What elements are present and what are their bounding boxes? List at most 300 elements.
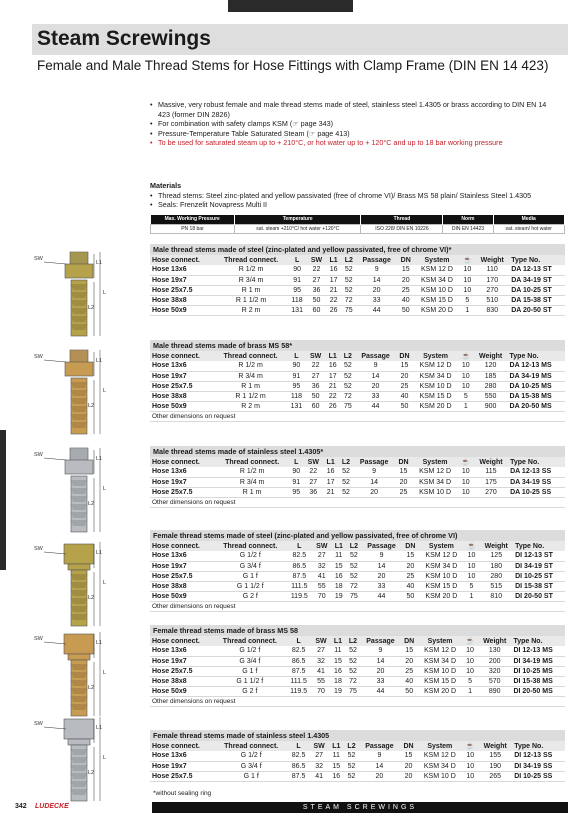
feature-item: • Massive, very robust female and male thread stems made of steel, stainless steel 1.4305 or brass according to DIN EN 14 423 (former DIN 2826) [150, 100, 560, 119]
spec-table [150, 215, 565, 234]
table-cell: 33 [355, 391, 395, 401]
column-header: Weight [475, 255, 509, 265]
table-row [150, 646, 565, 656]
table-cell: 55 [312, 581, 331, 591]
table-cell: 20 [400, 771, 418, 781]
table-cell: Hose 50x9 [150, 305, 215, 315]
table-cell: 14 [355, 371, 395, 381]
l2-label: L2 [88, 770, 95, 776]
column-header: Weight [478, 741, 512, 751]
table-row [150, 666, 565, 676]
table-cell: DA 12-13 MS [508, 361, 565, 371]
table-cell: KSM 34 D [418, 656, 462, 666]
table-row [150, 477, 565, 487]
thread-stem-illustration [30, 446, 140, 536]
table-cell: 40 [397, 295, 415, 305]
section-note: Other dimensions on request [150, 498, 565, 508]
thread-stem-icon [30, 250, 140, 340]
thread-stem-icon [30, 348, 140, 438]
table-cell: 15 [397, 265, 415, 275]
table-cell: 50 [397, 305, 415, 315]
column-header: Hose connect. [150, 741, 215, 751]
table-cell: 19 [330, 686, 345, 696]
table-cell: 185 [474, 371, 508, 381]
table-cell: 120 [474, 361, 508, 371]
column-header: DN [402, 541, 420, 551]
table-cell: KSM 12 D [418, 646, 462, 656]
table-cell: 75 [340, 401, 355, 411]
table-cell: 33 [356, 295, 397, 305]
table-cell: R 1/2 m [215, 265, 288, 275]
table-row [150, 295, 565, 305]
table-cell: 15 [402, 551, 420, 561]
table-cell: 21 [323, 487, 338, 497]
materials-item: • Thread stems: Steel zinc-plated and yellow passivated (free of chrome VI)/ Brass MS 58 plain/ Stainless Steel 1.4305 [150, 191, 560, 201]
column-header: Type No. [513, 541, 565, 551]
table-cell: 32 [310, 761, 329, 771]
table-cell: 52 [346, 561, 361, 571]
page-title: Steam Screwings [37, 27, 211, 50]
table-cell: R 1 1/2 m [214, 391, 286, 401]
column-header: L1 [329, 741, 344, 751]
column-header: SW [307, 255, 326, 265]
table-cell: 27 [310, 751, 329, 761]
column-header: L2 [338, 457, 353, 467]
table-cell: 26 [326, 305, 341, 315]
product-table [150, 541, 565, 602]
table-cell: R 3/4 m [215, 477, 288, 487]
footer-bar: STEAM SCREWINGS [152, 802, 568, 813]
table-cell: DI 12-13 SS [512, 751, 565, 761]
table-cell: Hose 13x6 [150, 551, 214, 561]
table-cell: R 2 m [214, 401, 286, 411]
table-cell: 21 [326, 285, 341, 295]
table-cell: DI 34-19 SS [512, 761, 565, 771]
table-cell: 170 [475, 275, 509, 285]
table-cell: 50 [307, 295, 326, 305]
table-cell: DA 10-25 SS [508, 487, 565, 497]
column-header: DN [400, 636, 417, 646]
table-cell: KSM 34 D [412, 477, 457, 487]
table-cell: 32 [312, 561, 331, 571]
table-cell: 17 [323, 477, 338, 487]
sw-label: SW [34, 452, 43, 458]
table-cell: DA 34-19 ST [509, 275, 565, 285]
table-cell: 44 [361, 591, 401, 601]
table-cell: 10 [458, 371, 474, 381]
table-cell: 16 [330, 666, 345, 676]
table-cell: KSM 20 D [418, 686, 462, 696]
table-cell: 9 [355, 361, 395, 371]
table-cell: 44 [360, 686, 400, 696]
table-cell: 20 [400, 656, 417, 666]
feature-warning: • To be used for saturated steam up to + 210°C, or hot water up to + 120°C and up to 18 bar working pressure [150, 138, 560, 148]
sw-label: SW [34, 721, 43, 727]
table-cell: 22 [307, 265, 326, 275]
table-cell: 72 [341, 295, 356, 305]
spec-value: sat. steam +210°C/ hot water +120°C [234, 224, 361, 233]
table-cell: Hose 19x7 [150, 761, 215, 771]
table-cell: 32 [312, 656, 331, 666]
table-row [150, 571, 565, 581]
table-cell: 40 [400, 676, 417, 686]
table-cell: DI 10-25 SS [512, 771, 565, 781]
column-header: L [289, 457, 304, 467]
table-cell: 27 [307, 275, 326, 285]
table-cell: Hose 25x7.5 [150, 666, 214, 676]
l-label: L [103, 580, 107, 586]
table-cell: 10 [459, 265, 475, 275]
table-cell: 5 [464, 581, 480, 591]
table-cell: 95 [289, 487, 304, 497]
table-cell: G 1 f [214, 666, 286, 676]
column-header: Weight [478, 636, 512, 646]
table-cell: Hose 25x7.5 [150, 285, 215, 295]
table-cell: 175 [474, 477, 508, 487]
column-header: System [415, 255, 460, 265]
table-cell: 9 [354, 467, 395, 477]
table-cell: R 1 m [215, 487, 288, 497]
table-cell: 280 [479, 571, 513, 581]
table-cell: 36 [307, 285, 326, 295]
table-cell: 60 [307, 305, 326, 315]
table-cell: DA 20-50 ST [509, 305, 565, 315]
table-cell: 86.5 [286, 561, 312, 571]
column-header: DN [397, 255, 415, 265]
thread-stem-illustration [30, 348, 140, 438]
l2-label: L2 [88, 685, 95, 691]
l1-label: L1 [96, 260, 103, 266]
column-header: DN [400, 741, 418, 751]
table-cell: 20 [396, 371, 414, 381]
l-label: L [103, 755, 107, 761]
table-cell: 10 [462, 751, 478, 761]
table-row [150, 591, 565, 601]
table-cell: 52 [340, 371, 355, 381]
column-header: L1 [331, 541, 346, 551]
table-cell: 25 [402, 571, 420, 581]
table-cell: G 1/2 f [214, 551, 286, 561]
table-cell: KSM 10 D [417, 771, 462, 781]
product-section [150, 625, 565, 707]
table-cell: KSM 34 D [413, 371, 458, 381]
table-cell: 1 [458, 401, 474, 411]
materials-block [150, 181, 560, 210]
column-header: ☕ [459, 255, 475, 265]
table-cell: 17 [326, 275, 341, 285]
table-cell: 15 [331, 561, 346, 571]
table-cell: 9 [356, 265, 397, 275]
feature-list [150, 100, 560, 148]
table-row [150, 305, 565, 315]
column-header: Hose connect. [150, 636, 214, 646]
section-note: Other dimensions on request [150, 602, 565, 612]
table-cell: R 1 1/2 m [215, 295, 288, 305]
table-row [150, 467, 565, 477]
table-cell: 890 [478, 686, 512, 696]
section-title: Male thread stems made of stainless steel 1.4305* [150, 446, 565, 457]
table-row [150, 487, 565, 497]
table-cell: 10 [464, 571, 480, 581]
column-header: ☕ [462, 741, 478, 751]
column-header: SW [312, 541, 331, 551]
product-table [150, 636, 565, 697]
table-cell: 19 [331, 591, 346, 601]
table-cell: 95 [287, 285, 307, 295]
table-cell: G 3/4 f [215, 761, 288, 771]
table-cell: 41 [310, 771, 329, 781]
table-cell: 72 [340, 391, 355, 401]
table-cell: 10 [459, 275, 475, 285]
materials-item: • Seals: Frenzelit Novapress Multi II [150, 200, 560, 210]
table-cell: 52 [345, 656, 360, 666]
column-header: Hose connect. [150, 255, 215, 265]
table-cell: 10 [464, 561, 480, 571]
l1-label: L1 [96, 725, 103, 731]
table-cell: 27 [312, 551, 331, 561]
table-cell: 10 [464, 551, 480, 561]
table-cell: 515 [479, 581, 513, 591]
spec-value: DIN EN 14423 [443, 224, 493, 233]
product-section [150, 730, 565, 782]
table-cell: 91 [287, 275, 307, 285]
table-cell: 10 [462, 666, 478, 676]
table-cell: G 2 f [214, 686, 286, 696]
table-cell: Hose 13x6 [150, 265, 215, 275]
column-header: Passage [361, 541, 401, 551]
table-cell: 15 [330, 656, 345, 666]
table-cell: 50 [400, 686, 417, 696]
table-cell: 810 [479, 591, 513, 601]
table-cell: R 1 m [215, 285, 288, 295]
table-cell: KSM 12 D [413, 361, 458, 371]
table-cell: 52 [341, 285, 356, 295]
table-cell: 10 [458, 477, 474, 487]
table-cell: DA 34-19 MS [508, 371, 565, 381]
table-cell: R 2 m [215, 305, 288, 315]
table-cell: DA 15-38 MS [508, 391, 565, 401]
table-cell: 130 [478, 646, 512, 656]
table-cell: G 1 f [214, 571, 286, 581]
table-cell: 265 [478, 771, 512, 781]
table-cell: 16 [331, 571, 346, 581]
feature-item: • Pressure-Temperature Table Saturated Steam (☞ page 413) [150, 129, 560, 139]
table-cell: 50 [306, 391, 325, 401]
table-cell: 33 [360, 676, 400, 686]
table-cell: KSM 34 D [415, 275, 460, 285]
table-cell: 10 [462, 761, 478, 771]
table-cell: 55 [312, 676, 331, 686]
column-header: SW [310, 741, 329, 751]
table-cell: 10 [458, 381, 474, 391]
table-cell: Hose 38x8 [150, 676, 214, 686]
table-cell: G 2 f [214, 591, 286, 601]
table-cell: 27 [306, 371, 325, 381]
column-header: Thread connect. [215, 741, 288, 751]
table-cell: KSM 15 D [415, 295, 460, 305]
table-row [150, 561, 565, 571]
table-cell: 25 [400, 666, 417, 676]
table-cell: 82.5 [286, 646, 312, 656]
column-header: Weight [474, 351, 508, 361]
l-label: L [103, 290, 107, 296]
thread-stem-illustration [30, 715, 140, 805]
table-cell: Hose 13x6 [150, 467, 215, 477]
feature-item: • For combination with safety clamps KSM (☞ page 343) [150, 119, 560, 129]
table-cell: 510 [475, 295, 509, 305]
column-header: ☕ [464, 541, 480, 551]
table-cell: DI 20-50 ST [513, 591, 565, 601]
l2-label: L2 [88, 403, 95, 409]
l1-label: L1 [96, 358, 103, 364]
table-cell: DA 10-25 ST [509, 285, 565, 295]
column-header: L2 [340, 351, 355, 361]
column-header: Passage [355, 351, 395, 361]
product-section [150, 530, 565, 612]
table-cell: 21 [325, 381, 340, 391]
table-cell: 5 [458, 391, 474, 401]
l2-label: L2 [88, 305, 95, 311]
table-row [150, 275, 565, 285]
table-cell: KSM 12 D [417, 751, 462, 761]
table-cell: 155 [478, 751, 512, 761]
l-label: L [103, 670, 107, 676]
table-cell: 119.5 [286, 591, 312, 601]
table-cell: DA 12-13 SS [508, 467, 565, 477]
table-row [150, 771, 565, 781]
thread-stem-icon [30, 630, 140, 720]
table-cell: KSM 10 D [413, 381, 458, 391]
table-cell: 131 [287, 305, 307, 315]
table-cell: DA 20-50 MS [508, 401, 565, 411]
table-cell: 10 [462, 771, 478, 781]
table-cell: 16 [323, 467, 338, 477]
table-cell: 86.5 [288, 761, 310, 771]
l1-label: L1 [96, 550, 103, 556]
table-cell: 75 [341, 305, 356, 315]
section-title: Male thread stems made of steel (zinc-plated and yellow passivated, free of chrome VI)* [150, 244, 565, 255]
product-section [150, 244, 565, 316]
column-header: DN [396, 351, 414, 361]
table-cell: 280 [474, 381, 508, 391]
column-header: Type No. [511, 636, 565, 646]
table-cell: KSM 20 D [415, 305, 460, 315]
table-row [150, 401, 565, 411]
column-header: Hose connect. [150, 457, 215, 467]
table-cell: R 1/2 m [214, 361, 286, 371]
table-cell: 9 [359, 751, 400, 761]
table-cell: 18 [331, 581, 346, 591]
column-header: L [286, 636, 312, 646]
table-cell: 20 [402, 561, 420, 571]
table-cell: G 1 1/2 f [214, 676, 286, 686]
table-cell: DI 15-38 ST [513, 581, 565, 591]
column-header: L [287, 255, 307, 265]
l-label: L [103, 388, 107, 394]
table-cell: DA 34-19 SS [508, 477, 565, 487]
table-cell: 87.5 [286, 666, 312, 676]
table-cell: 1 [464, 591, 480, 601]
page-number: 342 [15, 803, 27, 810]
table-row [150, 751, 565, 761]
table-cell: 60 [306, 401, 325, 411]
column-header: L [286, 541, 312, 551]
table-cell: 27 [312, 646, 331, 656]
thread-stem-icon [30, 715, 140, 805]
table-cell: 14 [360, 656, 400, 666]
table-cell: 16 [329, 771, 344, 781]
table-cell: 90 [289, 467, 304, 477]
table-cell: G 3/4 f [214, 561, 286, 571]
table-cell: Hose 50x9 [150, 686, 214, 696]
table-cell: 26 [325, 401, 340, 411]
side-tab-marker [0, 430, 6, 570]
table-cell: 830 [475, 305, 509, 315]
table-cell: 91 [289, 477, 304, 487]
table-cell: KSM 15 D [419, 581, 464, 591]
table-cell: R 3/4 m [214, 371, 286, 381]
table-cell: 52 [338, 487, 353, 497]
table-cell: 36 [306, 381, 325, 391]
table-cell: DA 15-38 ST [509, 295, 565, 305]
table-cell: Hose 13x6 [150, 646, 214, 656]
table-row [150, 361, 565, 371]
table-cell: 52 [345, 666, 360, 676]
column-header: System [418, 636, 462, 646]
table-cell: G 1/2 f [214, 646, 286, 656]
table-cell: 14 [361, 561, 401, 571]
table-cell: KSM 34 D [417, 761, 462, 771]
column-header: Passage [359, 741, 400, 751]
table-cell: 91 [287, 371, 307, 381]
table-cell: Hose 25x7.5 [150, 771, 215, 781]
table-cell: KSM 34 D [419, 561, 464, 571]
table-cell: 22 [306, 361, 325, 371]
page-subtitle: Female and Male Thread Stems for Hose Fittings with Clamp Frame (DIN EN 14 423) [37, 58, 549, 73]
table-cell: 41 [312, 571, 331, 581]
column-header: SW [312, 636, 331, 646]
table-cell: 40 [396, 391, 414, 401]
table-cell: KSM 12 D [419, 551, 464, 561]
table-cell: 10 [458, 487, 474, 497]
table-cell: 5 [462, 676, 478, 686]
column-header: Thread connect. [214, 351, 286, 361]
table-cell: R 1/2 m [215, 467, 288, 477]
table-row [150, 381, 565, 391]
table-cell: 118 [287, 295, 307, 305]
thread-stem-illustration [30, 540, 140, 630]
table-cell: 14 [356, 275, 397, 285]
column-header: System [417, 741, 462, 751]
table-row [150, 656, 565, 666]
section-title: Female thread stems made of brass MS 58 [150, 625, 565, 636]
table-cell: DI 12-13 ST [513, 551, 565, 561]
column-header: Hose connect. [150, 541, 214, 551]
table-cell: DI 10-25 ST [513, 571, 565, 581]
table-cell: Hose 50x9 [150, 591, 214, 601]
table-cell: 16 [325, 361, 340, 371]
column-header: L2 [346, 541, 361, 551]
table-cell: 20 [361, 571, 401, 581]
column-header: Thread connect. [215, 457, 288, 467]
table-cell: Hose 19x7 [150, 477, 215, 487]
table-cell: 25 [396, 381, 414, 391]
column-header: Weight [479, 541, 513, 551]
table-cell: 44 [356, 305, 397, 315]
table-cell: 70 [312, 591, 331, 601]
table-cell: 14 [354, 477, 395, 487]
column-header: L1 [325, 351, 340, 361]
